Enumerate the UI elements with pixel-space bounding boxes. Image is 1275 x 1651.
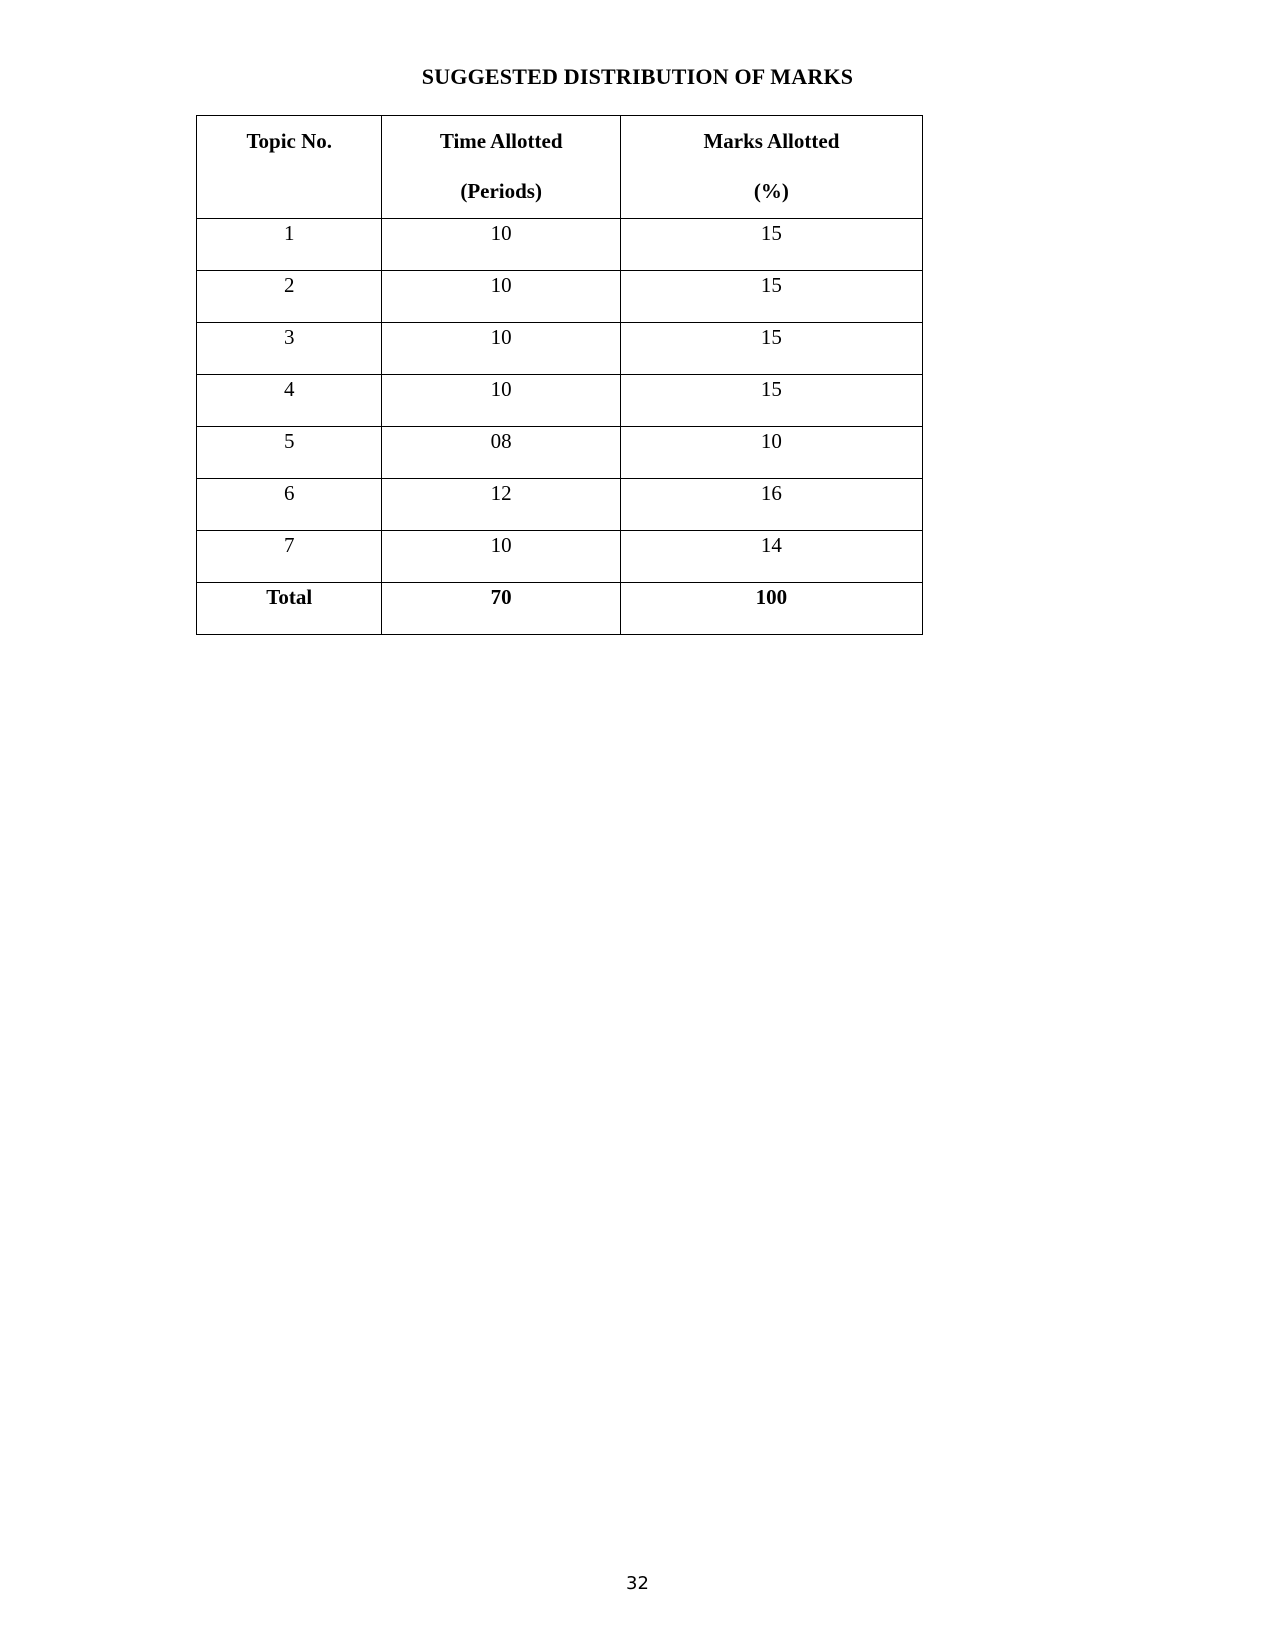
header-marks-allotted <box>620 116 922 219</box>
topic-no-cell: 1 <box>197 219 382 271</box>
table-header-row <box>197 116 923 219</box>
table-row <box>197 323 923 375</box>
marks-allotted-cell: 10 <box>620 427 922 479</box>
table-row <box>197 427 923 479</box>
time-allotted-cell: 10 <box>382 219 620 271</box>
topic-no-cell: 6 <box>197 479 382 531</box>
header-topic-no <box>197 116 382 219</box>
total-time-cell: 70 <box>382 583 620 635</box>
table-row <box>197 531 923 583</box>
header-marks-allotted-label: Marks Allotted <box>703 129 840 153</box>
header-topic-no-label: Topic No. <box>246 129 333 153</box>
topic-no-cell: 4 <box>197 375 382 427</box>
marks-allotted-cell: 16 <box>620 479 922 531</box>
marks-allotted-cell: 15 <box>620 375 922 427</box>
header-time-allotted-label: Time Allotted <box>439 129 563 153</box>
time-allotted-cell: 12 <box>382 479 620 531</box>
table-row <box>197 375 923 427</box>
time-allotted-cell: 10 <box>382 375 620 427</box>
total-marks-cell: 100 <box>620 583 922 635</box>
total-row <box>197 583 923 635</box>
topic-no-cell: 7 <box>197 531 382 583</box>
marks-allotted-cell: 14 <box>620 531 922 583</box>
time-allotted-cell: 08 <box>382 427 620 479</box>
header-time-allotted <box>382 116 620 219</box>
page-number: 32 <box>626 1573 649 1594</box>
time-allotted-cell: 10 <box>382 323 620 375</box>
marks-allotted-cell: 15 <box>620 323 922 375</box>
marks-allotted-cell: 15 <box>620 271 922 323</box>
marks-distribution-table <box>196 115 923 635</box>
topic-no-cell: 3 <box>197 323 382 375</box>
topic-no-cell: 5 <box>197 427 382 479</box>
total-label-cell: Total <box>197 583 382 635</box>
marks-allotted-cell: 15 <box>620 219 922 271</box>
header-marks-allotted-unit: (%) <box>753 179 789 203</box>
header-time-allotted-unit: (Periods) <box>460 179 542 203</box>
time-allotted-cell: 10 <box>382 271 620 323</box>
topic-no-cell: 2 <box>197 271 382 323</box>
time-allotted-cell: 10 <box>382 531 620 583</box>
table-row <box>197 271 923 323</box>
table-row <box>197 479 923 531</box>
page-title: SUGGESTED DISTRIBUTION OF MARKS <box>421 64 854 89</box>
table-row <box>197 219 923 271</box>
